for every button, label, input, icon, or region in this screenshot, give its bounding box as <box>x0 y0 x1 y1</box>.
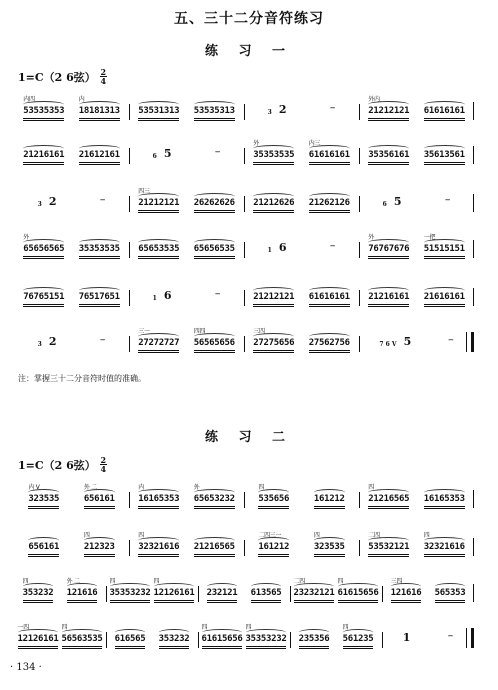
note-group: 外 65656565 <box>23 244 64 258</box>
staff-line <box>14 624 474 648</box>
measure <box>244 484 359 508</box>
measure <box>244 188 359 212</box>
staff-line <box>14 140 474 164</box>
measure <box>244 96 359 120</box>
grace-note: 1 <box>267 247 272 254</box>
staff-line <box>14 328 474 352</box>
measure <box>14 96 129 120</box>
staff-line <box>14 96 474 120</box>
note-group: 二四三一 161212 <box>258 542 289 556</box>
fingering-mark: 四 <box>258 484 265 491</box>
fingering-mark: 内 <box>78 96 85 103</box>
long-note: 6 5 <box>152 147 172 160</box>
fingering-mark: 外内 <box>368 96 380 103</box>
exercise1-title: 练 习 一 <box>204 44 294 59</box>
note-group: 四四 56565656 <box>194 338 235 352</box>
fingering-mark: 四 <box>423 532 430 539</box>
slur-mark <box>79 145 120 152</box>
note-group: 四 212323 <box>84 542 115 556</box>
note-group: 232121 <box>207 588 238 602</box>
fingering-mark: 四 <box>201 624 208 631</box>
slur-mark <box>194 489 235 496</box>
measure <box>129 234 244 258</box>
sustain-dash: – <box>329 101 336 114</box>
slur-mark <box>309 333 350 340</box>
slur-mark <box>253 193 294 200</box>
note-group: 61616161 <box>309 292 350 306</box>
slur-mark <box>138 101 179 108</box>
fingering-mark: 二四 <box>368 532 380 539</box>
note-group: 外 二 121616 <box>67 588 98 602</box>
slur-mark <box>424 145 465 152</box>
note-group: 四 61615656 <box>338 588 379 602</box>
fingering-mark: 外 二 <box>66 578 80 585</box>
fingering-mark: 四 <box>22 578 29 585</box>
note-group: 外 76767676 <box>368 244 409 258</box>
long-note: 7 6 V 5 <box>379 335 412 348</box>
slur-mark <box>23 287 64 294</box>
fingering-mark: 外 <box>368 234 374 241</box>
slur-mark <box>202 629 243 636</box>
sustain-dash: – <box>444 193 451 206</box>
note-group: 三一 27272727 <box>138 338 179 352</box>
time-signature: $\frac{2}{4}$ <box>100 67 107 86</box>
long-note: 3 2 <box>267 103 287 116</box>
note-group: 65653535 <box>138 244 179 258</box>
exercise1-key <box>18 68 107 85</box>
note-group: 27562756 <box>309 338 350 352</box>
grace-note: 3 <box>267 109 272 116</box>
note-group: 二四 23232121 <box>294 588 335 602</box>
note-group: 161212 <box>314 494 345 508</box>
grace-note: 1 <box>152 295 157 302</box>
measure <box>382 624 474 648</box>
staff-line <box>14 532 474 556</box>
note-group: 四 12126161 <box>154 588 195 602</box>
slur-mark <box>309 193 350 200</box>
note-group: 一把 51515151 <box>424 244 465 258</box>
slur-mark <box>368 239 409 246</box>
measure <box>14 188 129 212</box>
note-group: 一四 12126161 <box>18 634 59 648</box>
sustain-dash: – <box>99 333 106 346</box>
slur-mark <box>194 537 235 544</box>
note-group: 616565 <box>115 634 146 648</box>
note-group: 353232 <box>159 634 190 648</box>
measure <box>129 140 244 164</box>
note-group: 35356161 <box>368 150 409 164</box>
fingering-mark: 三一 <box>138 328 150 335</box>
fingering-mark: 四 <box>61 624 68 631</box>
measure <box>14 484 129 508</box>
fingering-mark: 三四 <box>253 328 265 335</box>
measure <box>244 328 359 352</box>
measure <box>359 328 474 352</box>
long-note: 1 6 <box>152 289 172 302</box>
long-note: 1 <box>402 631 411 644</box>
note-group: 内 16165353 <box>138 494 179 508</box>
note-group: 外 35353535 <box>253 150 294 164</box>
note-group: 四三 21212121 <box>138 198 179 212</box>
sustain-dash: – <box>448 333 454 346</box>
note-group: 565353 <box>435 588 466 602</box>
slur-mark <box>246 629 287 636</box>
note-group: 二四 53532121 <box>368 542 409 556</box>
note-group: 内三 61616161 <box>309 150 350 164</box>
note-group: 61616161 <box>424 106 465 120</box>
slur-mark <box>299 629 330 636</box>
long-note: 6 5 <box>382 195 402 208</box>
note-group: 21216565 <box>194 542 235 556</box>
measure <box>359 188 474 212</box>
note-group: 21616161 <box>424 292 465 306</box>
note-group: 四 61615656 <box>202 634 243 648</box>
measure <box>14 624 106 648</box>
long-note: 1 6 <box>267 241 287 254</box>
note-group: 76765151 <box>23 292 64 306</box>
slur-mark <box>368 287 409 294</box>
measure <box>14 234 129 258</box>
note-group: 65656535 <box>194 244 235 258</box>
note-group: 四 35353232 <box>110 588 151 602</box>
measure <box>14 328 129 352</box>
note-group: 21212626 <box>253 198 294 212</box>
measure <box>244 532 359 556</box>
note-group: 四 561235 <box>343 634 374 648</box>
note-group: 外内 21212121 <box>368 106 409 120</box>
exercise2-title: 练 习 二 <box>204 430 294 445</box>
staff-line <box>14 234 474 258</box>
sustain-dash: – <box>447 629 454 642</box>
slur-mark <box>424 489 465 496</box>
measure <box>14 282 129 306</box>
fingering-mark: 二四三一 <box>258 532 282 539</box>
time-signature: $\frac{2}{4}$ <box>100 455 107 474</box>
slur-mark <box>314 489 345 496</box>
measure <box>244 140 359 164</box>
measure <box>359 140 474 164</box>
note-group: 53531313 <box>138 106 179 120</box>
slur-mark <box>424 537 465 544</box>
note-group: 21262126 <box>309 198 350 212</box>
note-group: 四 353232 <box>23 588 54 602</box>
note-group: 21612161 <box>79 150 120 164</box>
measure <box>106 624 198 648</box>
measure <box>244 234 359 258</box>
grace-note: 3 <box>37 201 42 208</box>
sustain-dash: – <box>214 287 221 300</box>
note-group: 235356 <box>299 634 330 648</box>
measure <box>290 624 382 648</box>
staff-line <box>14 282 474 306</box>
measure <box>14 140 129 164</box>
measure <box>244 282 359 306</box>
fingering-mark: 三四 <box>390 578 403 585</box>
measure <box>129 96 244 120</box>
note-group: 76517651 <box>79 292 120 306</box>
long-note: 3 2 <box>37 195 57 208</box>
measure <box>359 484 474 508</box>
fingering-mark: 四 <box>368 484 374 491</box>
note-group: 35353535 <box>79 244 120 258</box>
slur-mark <box>115 629 146 636</box>
measure <box>290 578 382 602</box>
measure <box>129 188 244 212</box>
slur-mark <box>424 101 465 108</box>
footnote: 注：掌握三十二分音符时值的准确。 <box>18 374 146 383</box>
staff-line <box>14 188 474 212</box>
slur-mark <box>424 287 465 294</box>
slur-mark <box>110 583 151 590</box>
note-group: 四 32321616 <box>424 542 465 556</box>
staff-line <box>14 578 474 602</box>
slur-mark <box>338 583 379 590</box>
fingering-mark: 二四 <box>293 578 305 585</box>
note-group: 613565 <box>251 588 282 602</box>
note-group: 四 32321616 <box>138 542 179 556</box>
fingering-mark: 外 <box>23 234 29 241</box>
measure <box>129 532 244 556</box>
note-group: 三四 27275656 <box>253 338 294 352</box>
measure <box>106 578 198 602</box>
measure <box>198 578 290 602</box>
key-signature: 1=C（2 6弦） <box>18 70 96 84</box>
fingering-mark: 一把 <box>423 234 436 241</box>
fingering-mark: 四 <box>337 578 344 585</box>
slur-mark <box>23 145 64 152</box>
note-group: 53535313 <box>194 106 235 120</box>
chapter-title: 五、三十二分音符练习 <box>174 11 324 27</box>
note-group: 外 65653232 <box>194 494 235 508</box>
fingering-mark: 外 <box>253 140 259 147</box>
slur-mark <box>253 287 294 294</box>
measure <box>359 234 474 258</box>
slur-mark <box>253 145 294 152</box>
slur-mark <box>138 537 179 544</box>
fingering-mark: 四 <box>83 532 90 539</box>
fingering-mark: 内四 <box>23 96 35 103</box>
fingering-mark: 四 <box>245 624 252 631</box>
note-group: 内 V 323535 <box>28 494 59 508</box>
note-group: 16165353 <box>424 494 465 508</box>
fingering-mark: 四 <box>109 578 116 585</box>
measure <box>14 578 106 602</box>
note-group: 35613561 <box>424 150 465 164</box>
grace-note: 6 <box>382 201 387 208</box>
note-group: 内 18181313 <box>79 106 120 120</box>
sustain-dash: – <box>214 145 221 158</box>
note-group: 四 21216565 <box>368 494 409 508</box>
fingering-mark: 一四 <box>17 624 29 631</box>
sustain-dash: – <box>329 239 336 252</box>
note-group: 内四 53535353 <box>23 106 64 120</box>
slur-mark <box>154 583 195 590</box>
slur-mark <box>194 101 235 108</box>
fingering-mark: 四 <box>342 624 349 631</box>
measure <box>129 282 244 306</box>
slur-mark <box>368 489 409 496</box>
grace-note: 6 <box>152 153 157 160</box>
note-group: 四 535656 <box>258 494 289 508</box>
key-signature: 1=C（2 6弦） <box>18 458 96 472</box>
fingering-mark: 外 <box>193 484 200 491</box>
fingering-mark: 内三 <box>308 140 321 147</box>
fingering-mark: 内 <box>138 484 144 491</box>
note-group: 三四 121616 <box>391 588 422 602</box>
measure <box>359 282 474 306</box>
measure <box>359 96 474 120</box>
measure <box>129 484 244 508</box>
slur-mark <box>28 537 59 544</box>
fingering-mark: 四 <box>138 532 144 539</box>
slur-mark <box>435 583 466 590</box>
slur-mark <box>79 101 120 108</box>
slur-mark <box>368 145 409 152</box>
measure <box>382 578 474 602</box>
fingering-mark: 外 二 <box>83 484 97 491</box>
note-group: 四 323535 <box>314 542 345 556</box>
slur-mark <box>79 239 120 246</box>
slur-mark <box>159 629 190 636</box>
grace-note: 7 6 V <box>379 341 397 348</box>
measure <box>14 532 129 556</box>
slur-mark <box>23 239 64 246</box>
slur-mark <box>207 583 238 590</box>
slur-mark <box>194 193 235 200</box>
measure <box>198 624 290 648</box>
slur-mark <box>79 287 120 294</box>
slur-mark <box>309 287 350 294</box>
fingering-mark: 四四 <box>193 328 206 335</box>
measure <box>359 532 474 556</box>
grace-note: 3 <box>37 341 42 348</box>
slur-mark <box>251 583 282 590</box>
note-group: 四 56563535 <box>62 634 103 648</box>
page-number: · 134 · <box>10 662 42 673</box>
measure <box>129 328 244 352</box>
fingering-mark: 四 <box>153 578 160 585</box>
note-group: 656161 <box>28 542 59 556</box>
staff-line <box>14 484 474 508</box>
slur-mark <box>138 489 179 496</box>
fingering-mark: 内 V <box>28 484 40 491</box>
note-group: 21212121 <box>253 292 294 306</box>
fingering-mark: 四 <box>313 532 320 539</box>
slur-mark <box>62 629 103 636</box>
fingering-mark: 四三 <box>138 188 150 195</box>
note-group: 外 二 656161 <box>84 494 115 508</box>
exercise2-key <box>18 456 107 473</box>
slur-mark <box>138 239 179 246</box>
note-group: 21216161 <box>23 150 64 164</box>
note-group: 21216161 <box>368 292 409 306</box>
long-note: 3 2 <box>37 335 57 348</box>
sustain-dash: – <box>99 193 106 206</box>
slur-mark <box>194 239 235 246</box>
note-group: 26262626 <box>194 198 235 212</box>
note-group: 四 35353232 <box>246 634 287 648</box>
